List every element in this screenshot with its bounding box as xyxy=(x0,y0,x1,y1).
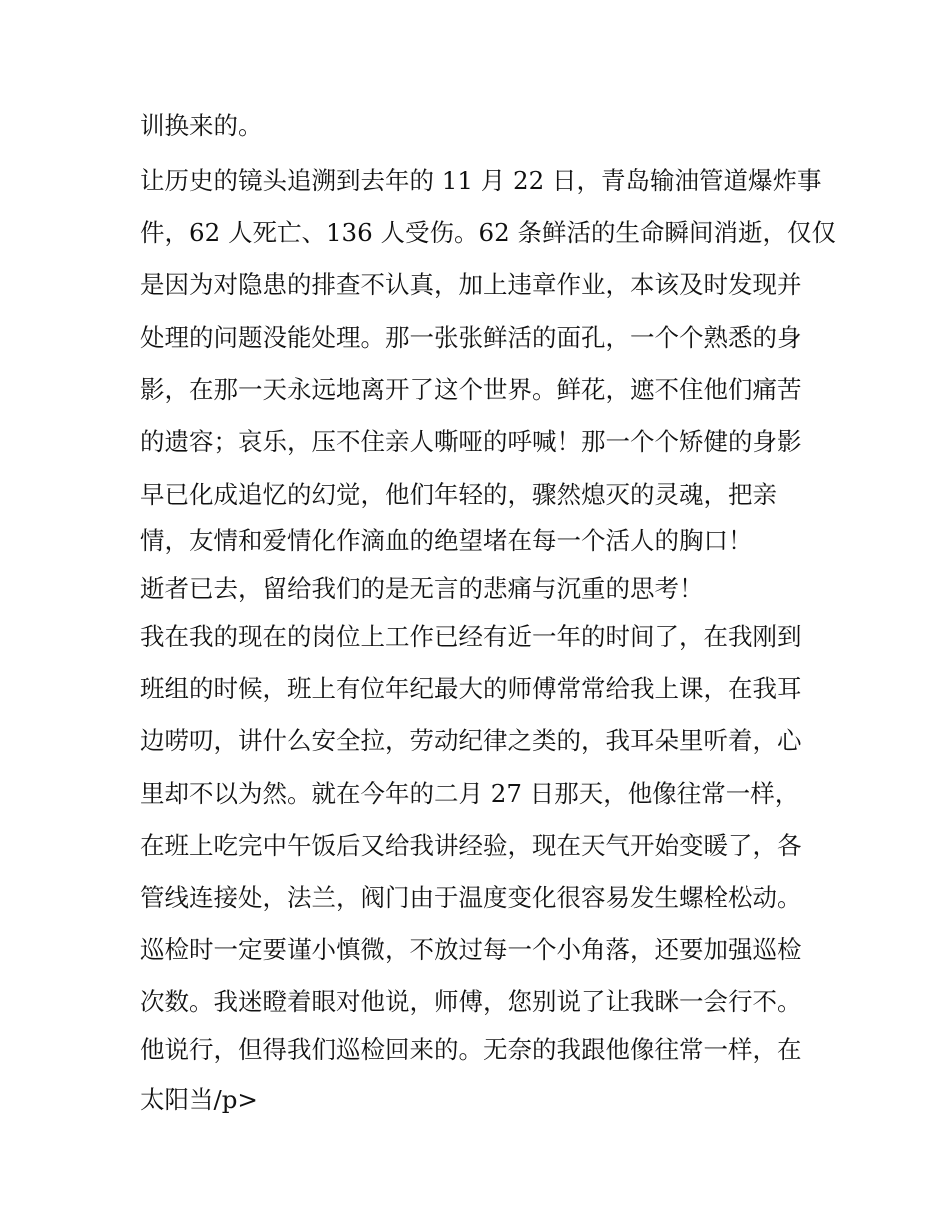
text-line: 处理的问题没能处理。那一张张鲜活的面孔，一个个熟悉的身 xyxy=(140,323,802,352)
text-line: 里却不以为然。就在今年的二月 27 日那天，他像往常一样， xyxy=(140,779,800,808)
text-line: 我在我的现在的岗位上工作已经有近一年的时间了，在我刚到 xyxy=(140,622,802,651)
text-line: 早已化成追忆的幻觉，他们年轻的，骤然熄灭的灵魂，把亲 xyxy=(140,480,777,509)
text-line: 影，在那一天永远地离开了这个世界。鲜花，遮不住他们痛苦 xyxy=(140,375,802,404)
text-line: 在班上吃完中午饭后又给我讲经验，现在天气开始变暖了，各 xyxy=(140,831,802,860)
text-line: 是因为对隐患的排查不认真，加上违章作业，本该及时发现并 xyxy=(140,270,802,299)
text-line: 他说行，但得我们巡检回来的。无奈的我跟他像往常一样，在 xyxy=(140,1035,802,1064)
text-line: 太阳当/p> xyxy=(140,1085,258,1114)
text-line: 管线连接处，法兰，阀门由于温度变化很容易发生螺栓松动。 xyxy=(140,883,802,912)
text-line: 让历史的镜头追溯到去年的 11 月 22 日，青岛输油管道爆炸事 xyxy=(140,166,822,195)
text-line: 巡检时一定要谨小慎微，不放过每一个小角落，还要加强巡检 xyxy=(140,935,802,964)
text-line: 次数。我迷瞪着眼对他说，师傅，您别说了让我眯一会行不。 xyxy=(140,987,802,1016)
text-line: 边唠叨，讲什么安全拉，劳动纪律之类的，我耳朵里听着，心 xyxy=(140,726,802,755)
text-line: 班组的时候，班上有位年纪最大的师傅常常给我上课，在我耳 xyxy=(140,674,802,703)
text-line: 训换来的。 xyxy=(140,111,263,140)
text-line: 件，62 人死亡、136 人受伤。62 条鲜活的生命瞬间消逝，仅仅 xyxy=(140,218,836,247)
text-line: 情，友情和爱情化作滴血的绝望堵在每一个活人的胸口！ xyxy=(140,526,753,555)
text-line: 逝者已去，留给我们的是无言的悲痛与沉重的思考！ xyxy=(140,574,704,603)
text-line: 的遗容；哀乐，压不住亲人嘶哑的呼喊！那一个个矫健的身影 xyxy=(140,427,802,456)
